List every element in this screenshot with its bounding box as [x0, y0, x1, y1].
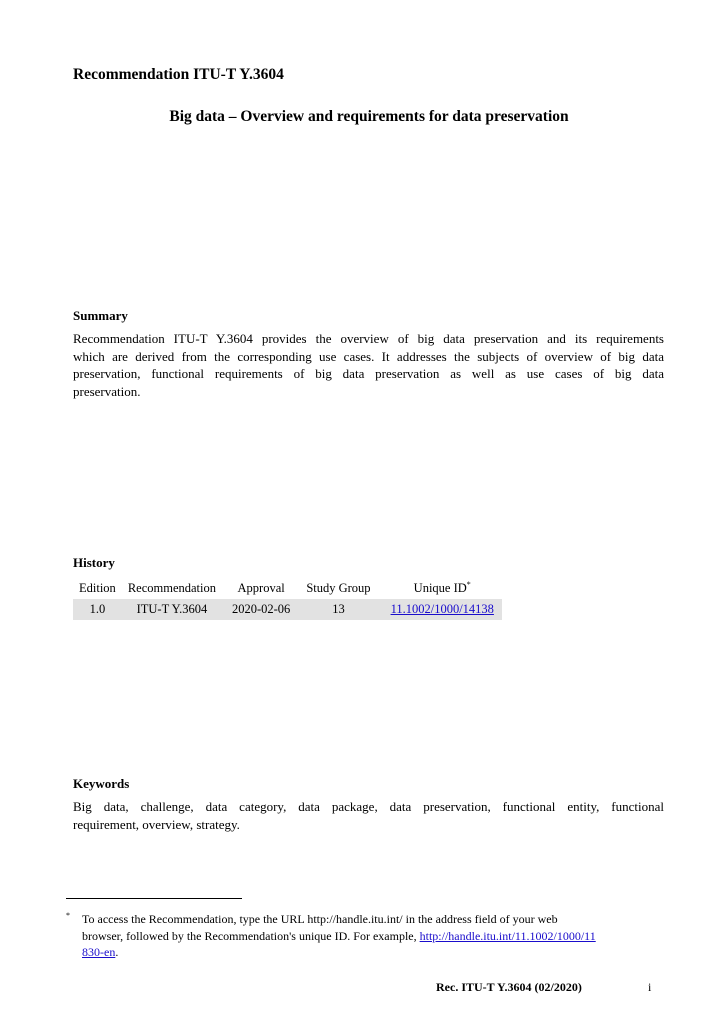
summary-line: Recommendation ITU-T Y.3604 provides the overview of big data preservation and its requirements — [73, 331, 664, 346]
history-header-row — [73, 578, 502, 599]
keywords-heading: Keywords — [73, 776, 130, 791]
history-heading: History — [73, 555, 115, 570]
cell-recommendation: ITU-T Y.3604 — [122, 599, 222, 620]
col-unique-id — [377, 578, 502, 599]
footnote-mark: * — [66, 911, 70, 920]
col-study-group: Study Group — [306, 580, 371, 595]
recommendation-title: Recommendation ITU-T Y.3604 — [73, 66, 284, 83]
cell-approval: 2020-02-06 — [222, 599, 300, 620]
footnote — [66, 911, 666, 961]
example-link[interactable]: http://handle.itu.int/11.1002/1000/11 — [419, 928, 596, 943]
keywords-paragraph — [73, 798, 664, 833]
history-table — [73, 578, 502, 620]
table-row — [73, 599, 502, 620]
summary-line: preservation, functional requirements of big data preservation as well as use cases of big data — [73, 366, 664, 382]
unique-id-link[interactable]: 11.1002/1000/14138 — [390, 601, 494, 616]
document-subtitle: Big data – Overview and requirements for data preservation — [169, 108, 569, 125]
keywords-line: requirement, overview, strategy. — [73, 816, 240, 832]
footnote-line: To access the Recommendation, type the URL http://handle.itu.int/ in the address field of your web — [82, 912, 558, 926]
footnote-line — [82, 944, 666, 961]
footer-label: Rec. ITU-T Y.3604 (02/2020) — [436, 980, 582, 994]
example-link-continued[interactable]: 830-en — [82, 945, 116, 960]
col-unique-id-label: Unique ID — [413, 581, 467, 595]
page-number: i — [648, 980, 652, 994]
footnote-end: . — [115, 945, 119, 960]
keywords-line: Big data, challenge, data category, data package, data preservation, functional entity, functional — [73, 799, 664, 814]
col-approval: Approval — [237, 580, 285, 595]
col-recommendation: Recommendation — [127, 580, 216, 595]
footnote-ref: * — [466, 580, 471, 589]
cell-study-group: 13 — [300, 599, 376, 620]
col-edition: Edition — [79, 580, 116, 595]
summary-heading: Summary — [73, 308, 128, 323]
summary-line: which are derived from the corresponding use cases. It addresses the subjects of overview of big data — [73, 348, 664, 364]
footnote-text: browser, followed by the Recommendation's unique ID. For example, — [82, 928, 420, 943]
footnote-line — [82, 928, 666, 945]
cell-edition: 1.0 — [73, 599, 122, 620]
footnote-separator — [66, 898, 242, 899]
summary-line: preservation. — [73, 383, 141, 399]
cell-unique-id — [377, 599, 502, 620]
summary-paragraph — [73, 330, 664, 400]
